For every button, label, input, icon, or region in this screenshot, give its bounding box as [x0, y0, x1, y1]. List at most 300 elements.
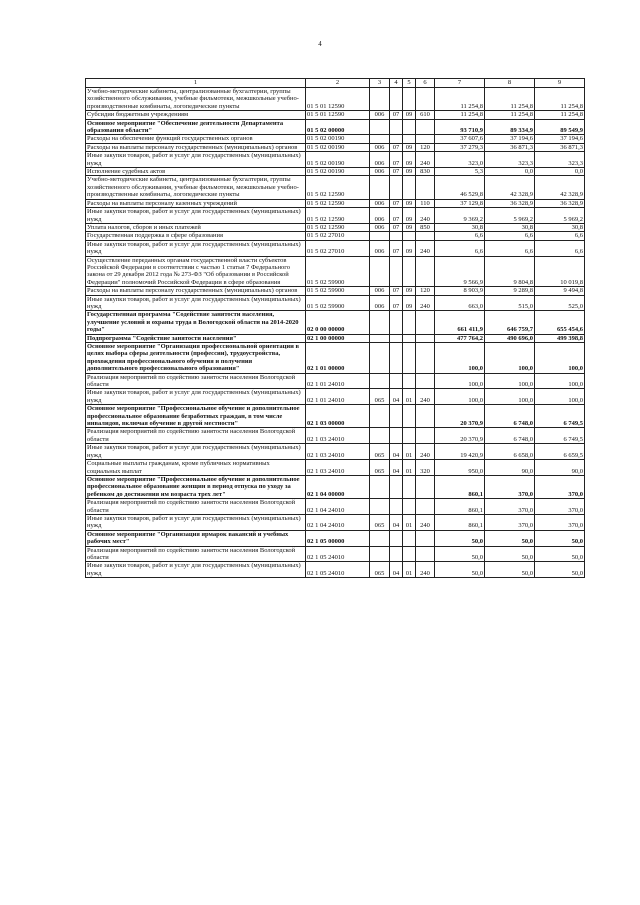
section-cell: 04 [390, 514, 403, 530]
amount-year3-cell: 50,0 [535, 530, 585, 546]
amount-year1-cell: 5,3 [435, 168, 485, 176]
row-name-cell: Расходы на выплаты персоналу государственных (муниципальных) органов [86, 287, 306, 295]
amount-year3-cell: 100,0 [535, 373, 585, 389]
header-cell: 6 [416, 79, 435, 88]
target-code-cell: 01 5 02 59900 [306, 295, 370, 311]
table-row [86, 143, 585, 151]
target-code-cell: 01 5 01 12590 [306, 111, 370, 119]
amount-year1-cell: 950,0 [435, 460, 485, 476]
row-name-cell: Иные закупки товаров, работ и услуг для государственных (муниципальных) нужд [86, 562, 306, 578]
amount-year3-cell: 50,0 [535, 562, 585, 578]
expense-type-cell: 120 [416, 287, 435, 295]
amount-year2-cell: 370,0 [485, 514, 535, 530]
row-name-cell: Подпрограмма "Содействие занятости населения" [86, 334, 306, 342]
expense-type-cell: 320 [416, 460, 435, 476]
row-name-cell: Субсидии бюджетным учреждениям [86, 111, 306, 119]
subsection-cell: 09 [403, 199, 416, 207]
section-cell [390, 343, 403, 374]
expense-type-cell: 240 [416, 514, 435, 530]
subsection-cell [403, 499, 416, 515]
expense-type-cell [416, 475, 435, 498]
subsection-cell: 09 [403, 295, 416, 311]
ministry-code-cell [370, 334, 390, 342]
amount-year2-cell: 370,0 [485, 475, 535, 498]
expense-type-cell: 240 [416, 389, 435, 405]
section-cell: 07 [390, 199, 403, 207]
subsection-cell [403, 546, 416, 562]
amount-year3-cell: 42 328,9 [535, 176, 585, 199]
section-cell [390, 499, 403, 515]
amount-year1-cell: 37 129,8 [435, 199, 485, 207]
target-code-cell: 02 1 04 24010 [306, 514, 370, 530]
amount-year3-cell: 11 254,8 [535, 88, 585, 111]
section-cell [390, 119, 403, 135]
page-number: 4 [318, 40, 322, 48]
ministry-code-cell [370, 311, 390, 334]
section-cell [390, 88, 403, 111]
section-cell: 07 [390, 111, 403, 119]
ministry-code-cell [370, 232, 390, 240]
amount-year2-cell: 36 871,3 [485, 143, 535, 151]
row-name-cell: Основное мероприятие "Организация профессиональной ориентации в целях выбора сферы деятельности (профессии), трудоустройства, прохождения профессионального обучения и получения дополнительного профессионального образования" [86, 343, 306, 374]
subsection-cell [403, 530, 416, 546]
expense-type-cell [416, 343, 435, 374]
amount-year3-cell: 6,6 [535, 240, 585, 256]
ministry-code-cell: 006 [370, 168, 390, 176]
row-name-cell: Иные закупки товаров, работ и услуг для государственных (муниципальных) нужд [86, 152, 306, 168]
amount-year1-cell: 663,0 [435, 295, 485, 311]
header-cell: 3 [370, 79, 390, 88]
expense-type-cell [416, 373, 435, 389]
expense-type-cell [416, 546, 435, 562]
ministry-code-cell: 006 [370, 152, 390, 168]
amount-year1-cell: 46 529,8 [435, 176, 485, 199]
amount-year2-cell: 50,0 [485, 530, 535, 546]
table-row [86, 287, 585, 295]
section-cell [390, 530, 403, 546]
amount-year1-cell: 30,8 [435, 223, 485, 231]
table-row [86, 499, 585, 515]
amount-year2-cell: 50,0 [485, 562, 535, 578]
section-cell: 07 [390, 240, 403, 256]
amount-year3-cell: 10 019,8 [535, 256, 585, 287]
expense-type-cell [416, 334, 435, 342]
table-row [86, 152, 585, 168]
expense-type-cell: 850 [416, 223, 435, 231]
amount-year1-cell: 860,1 [435, 475, 485, 498]
amount-year2-cell: 37 194,6 [485, 135, 535, 143]
amount-year2-cell: 90,0 [485, 460, 535, 476]
ministry-code-cell: 065 [370, 460, 390, 476]
amount-year1-cell: 50,0 [435, 546, 485, 562]
ministry-code-cell: 065 [370, 562, 390, 578]
subsection-cell: 09 [403, 223, 416, 231]
subsection-cell [403, 176, 416, 199]
row-name-cell: Иные закупки товаров, работ и услуг для государственных (муниципальных) нужд [86, 444, 306, 460]
expense-type-cell [416, 405, 435, 428]
ministry-code-cell [370, 88, 390, 111]
subsection-cell [403, 343, 416, 374]
amount-year2-cell: 36 328,9 [485, 199, 535, 207]
amount-year2-cell: 11 254,8 [485, 88, 535, 111]
amount-year1-cell: 50,0 [435, 530, 485, 546]
amount-year3-cell: 6 749,5 [535, 405, 585, 428]
expense-type-cell [416, 530, 435, 546]
table-row [86, 334, 585, 342]
amount-year3-cell: 6 749,5 [535, 428, 585, 444]
section-cell [390, 373, 403, 389]
amount-year1-cell: 20 370,9 [435, 405, 485, 428]
table-row [86, 389, 585, 405]
section-cell: 07 [390, 152, 403, 168]
table-row [86, 208, 585, 224]
section-cell: 07 [390, 168, 403, 176]
ministry-code-cell [370, 176, 390, 199]
row-name-cell: Осуществление переданных органам государственной власти субъектов Российской Федерации в соответствии с частью 1 статьи 7 Федерального закона от 29 декабря 2012 года № 273-ФЗ "Об образовании в Российской Федерации" полномочий Российской Федерации в сфере образования [86, 256, 306, 287]
target-code-cell: 02 1 04 24010 [306, 499, 370, 515]
amount-year3-cell: 36 871,3 [535, 143, 585, 151]
row-name-cell: Исполнение судебных актов [86, 168, 306, 176]
amount-year2-cell: 6 658,0 [485, 444, 535, 460]
row-name-cell: Учебно-методические кабинеты, централизованные бухгалтерии, группы хозяйственного обслуживания, учебные фильмотеки, межшкольные учебно-производственные комбинаты, логопедические пункты [86, 88, 306, 111]
amount-year2-cell: 9 289,8 [485, 287, 535, 295]
subsection-cell [403, 475, 416, 498]
row-name-cell: Реализация мероприятий по содействию занятости населения Вологодской области [86, 428, 306, 444]
subsection-cell [403, 88, 416, 111]
amount-year3-cell: 11 254,8 [535, 111, 585, 119]
section-cell: 04 [390, 389, 403, 405]
amount-year1-cell: 6,6 [435, 240, 485, 256]
header-cell: 8 [485, 79, 535, 88]
table-row [86, 460, 585, 476]
ministry-code-cell: 006 [370, 223, 390, 231]
amount-year2-cell: 89 334,9 [485, 119, 535, 135]
table-row [86, 256, 585, 287]
ministry-code-cell [370, 373, 390, 389]
ministry-code-cell: 065 [370, 444, 390, 460]
expense-type-cell [416, 232, 435, 240]
target-code-cell: 01 5 02 00000 [306, 119, 370, 135]
table-row [86, 405, 585, 428]
header-cell: 5 [403, 79, 416, 88]
row-name-cell: Иные закупки товаров, работ и услуг для государственных (муниципальных) нужд [86, 389, 306, 405]
amount-year3-cell: 9 494,8 [535, 287, 585, 295]
row-name-cell: Иные закупки товаров, работ и услуг для государственных (муниципальных) нужд [86, 208, 306, 224]
budget-table [85, 78, 585, 578]
amount-year2-cell: 6 748,0 [485, 405, 535, 428]
subsection-cell: 01 [403, 389, 416, 405]
ministry-code-cell: 006 [370, 111, 390, 119]
subsection-cell [403, 256, 416, 287]
row-name-cell: Расходы на обеспечение функций государственных органов [86, 135, 306, 143]
ministry-code-cell: 065 [370, 514, 390, 530]
subsection-cell: 01 [403, 562, 416, 578]
section-cell [390, 475, 403, 498]
target-code-cell: 01 5 02 00190 [306, 152, 370, 168]
amount-year3-cell: 89 549,9 [535, 119, 585, 135]
amount-year1-cell: 11 254,8 [435, 111, 485, 119]
table-row [86, 88, 585, 111]
amount-year2-cell: 30,8 [485, 223, 535, 231]
row-name-cell: Основное мероприятие "Профессиональное обучение и дополнительное профессиональное образование женщин в период отпуска по уходу за ребенком до достижения им возраста трех лет" [86, 475, 306, 498]
subsection-cell: 09 [403, 287, 416, 295]
section-cell: 07 [390, 208, 403, 224]
target-code-cell: 02 1 01 24010 [306, 373, 370, 389]
table-row [86, 240, 585, 256]
amount-year3-cell: 370,0 [535, 475, 585, 498]
subsection-cell [403, 135, 416, 143]
ministry-code-cell [370, 546, 390, 562]
section-cell [390, 334, 403, 342]
section-cell [390, 176, 403, 199]
target-code-cell: 01 5 02 12590 [306, 208, 370, 224]
section-cell: 07 [390, 287, 403, 295]
target-code-cell: 02 1 01 00000 [306, 343, 370, 374]
amount-year3-cell: 370,0 [535, 499, 585, 515]
amount-year1-cell: 11 254,8 [435, 88, 485, 111]
expense-type-cell: 110 [416, 199, 435, 207]
subsection-cell [403, 405, 416, 428]
ministry-code-cell [370, 256, 390, 287]
amount-year3-cell: 100,0 [535, 389, 585, 405]
amount-year3-cell: 499 398,8 [535, 334, 585, 342]
ministry-code-cell [370, 428, 390, 444]
amount-year2-cell: 515,0 [485, 295, 535, 311]
ministry-code-cell: 006 [370, 143, 390, 151]
header-cell: 1 [86, 79, 306, 88]
ministry-code-cell: 065 [370, 389, 390, 405]
ministry-code-cell [370, 530, 390, 546]
subsection-cell [403, 232, 416, 240]
subsection-cell [403, 311, 416, 334]
amount-year3-cell: 525,0 [535, 295, 585, 311]
expense-type-cell: 240 [416, 208, 435, 224]
ministry-code-cell [370, 119, 390, 135]
expense-type-cell [416, 135, 435, 143]
subsection-cell: 01 [403, 514, 416, 530]
amount-year2-cell: 50,0 [485, 546, 535, 562]
table-row [86, 176, 585, 199]
table-row [86, 232, 585, 240]
amount-year2-cell: 100,0 [485, 389, 535, 405]
amount-year1-cell: 9 369,2 [435, 208, 485, 224]
expense-type-cell: 240 [416, 240, 435, 256]
expense-type-cell: 240 [416, 444, 435, 460]
table-row [86, 295, 585, 311]
amount-year1-cell: 661 411,9 [435, 311, 485, 334]
amount-year1-cell: 93 710,9 [435, 119, 485, 135]
ministry-code-cell: 006 [370, 240, 390, 256]
header-row [86, 79, 585, 88]
ministry-code-cell [370, 405, 390, 428]
subsection-cell: 09 [403, 240, 416, 256]
amount-year2-cell: 646 759,7 [485, 311, 535, 334]
amount-year3-cell: 323,3 [535, 152, 585, 168]
amount-year1-cell: 20 370,9 [435, 428, 485, 444]
target-code-cell: 01 5 02 00190 [306, 143, 370, 151]
row-name-cell: Государственная поддержка в сфере образования [86, 232, 306, 240]
row-name-cell: Основное мероприятие "Профессиональное обучение и дополнительное профессиональное образование безработных граждан, в том числе инвалидов, включая обучение в другой местности" [86, 405, 306, 428]
row-name-cell: Иные закупки товаров, работ и услуг для государственных (муниципальных) нужд [86, 295, 306, 311]
amount-year2-cell: 100,0 [485, 373, 535, 389]
expense-type-cell: 240 [416, 152, 435, 168]
table-row [86, 168, 585, 176]
target-code-cell: 01 5 02 12590 [306, 223, 370, 231]
amount-year1-cell: 50,0 [435, 562, 485, 578]
amount-year1-cell: 860,1 [435, 499, 485, 515]
section-cell: 04 [390, 562, 403, 578]
amount-year1-cell: 37 607,6 [435, 135, 485, 143]
amount-year3-cell: 0,0 [535, 168, 585, 176]
row-name-cell: Иные закупки товаров, работ и услуг для государственных (муниципальных) нужд [86, 240, 306, 256]
row-name-cell: Иные закупки товаров, работ и услуг для государственных (муниципальных) нужд [86, 514, 306, 530]
amount-year1-cell: 323,0 [435, 152, 485, 168]
table-row [86, 119, 585, 135]
amount-year1-cell: 477 764,2 [435, 334, 485, 342]
table-row [86, 562, 585, 578]
amount-year3-cell: 90,0 [535, 460, 585, 476]
table-row [86, 546, 585, 562]
target-code-cell: 01 5 02 00190 [306, 135, 370, 143]
amount-year3-cell: 30,8 [535, 223, 585, 231]
amount-year1-cell: 100,0 [435, 373, 485, 389]
target-code-cell: 02 1 01 24010 [306, 389, 370, 405]
target-code-cell: 01 5 01 12590 [306, 88, 370, 111]
section-cell [390, 546, 403, 562]
expense-type-cell: 120 [416, 143, 435, 151]
amount-year2-cell: 6,6 [485, 232, 535, 240]
ministry-code-cell [370, 135, 390, 143]
section-cell [390, 135, 403, 143]
header-cell: 4 [390, 79, 403, 88]
amount-year3-cell: 100,0 [535, 343, 585, 374]
row-name-cell: Расходы на выплаты персоналу государственных (муниципальных) органов [86, 143, 306, 151]
row-name-cell: Уплата налогов, сборов и иных платежей [86, 223, 306, 231]
section-cell: 07 [390, 295, 403, 311]
amount-year1-cell: 9 566,9 [435, 256, 485, 287]
target-code-cell: 01 5 02 12590 [306, 199, 370, 207]
expense-type-cell [416, 256, 435, 287]
amount-year2-cell: 323,3 [485, 152, 535, 168]
amount-year3-cell: 6 659,5 [535, 444, 585, 460]
subsection-cell [403, 119, 416, 135]
target-code-cell: 01 5 02 27010 [306, 240, 370, 256]
ministry-code-cell: 006 [370, 208, 390, 224]
expense-type-cell [416, 311, 435, 334]
amount-year2-cell: 490 696,0 [485, 334, 535, 342]
row-name-cell: Реализация мероприятий по содействию занятости населения Вологодской области [86, 546, 306, 562]
section-cell [390, 405, 403, 428]
target-code-cell: 01 5 02 12590 [306, 176, 370, 199]
target-code-cell: 02 1 05 24010 [306, 546, 370, 562]
amount-year2-cell: 11 254,8 [485, 111, 535, 119]
amount-year1-cell: 6,6 [435, 232, 485, 240]
table-row [86, 343, 585, 374]
table-row [86, 373, 585, 389]
subsection-cell: 09 [403, 111, 416, 119]
subsection-cell: 01 [403, 444, 416, 460]
expense-type-cell [416, 176, 435, 199]
ministry-code-cell [370, 343, 390, 374]
table-row [86, 111, 585, 119]
expense-type-cell [416, 119, 435, 135]
amount-year2-cell: 6 748,0 [485, 428, 535, 444]
amount-year2-cell: 5 969,2 [485, 208, 535, 224]
row-name-cell: Расходы на выплаты персоналу казенных учреждений [86, 199, 306, 207]
amount-year2-cell: 370,0 [485, 499, 535, 515]
expense-type-cell [416, 499, 435, 515]
target-code-cell: 02 1 04 00000 [306, 475, 370, 498]
target-code-cell: 01 5 02 00190 [306, 168, 370, 176]
amount-year3-cell: 36 328,9 [535, 199, 585, 207]
amount-year1-cell: 100,0 [435, 389, 485, 405]
amount-year2-cell: 9 804,8 [485, 256, 535, 287]
table-row [86, 475, 585, 498]
amount-year1-cell: 100,0 [435, 343, 485, 374]
target-code-cell: 02 1 03 00000 [306, 405, 370, 428]
target-code-cell: 02 1 03 24010 [306, 444, 370, 460]
amount-year3-cell: 37 194,6 [535, 135, 585, 143]
header-cell: 9 [535, 79, 585, 88]
section-cell [390, 232, 403, 240]
subsection-cell [403, 373, 416, 389]
header-cell: 2 [306, 79, 370, 88]
amount-year2-cell: 0,0 [485, 168, 535, 176]
target-code-cell: 02 1 03 24010 [306, 460, 370, 476]
table-row [86, 444, 585, 460]
section-cell: 04 [390, 444, 403, 460]
table-row [86, 311, 585, 334]
amount-year1-cell: 19 420,9 [435, 444, 485, 460]
table-row [86, 135, 585, 143]
expense-type-cell: 610 [416, 111, 435, 119]
amount-year3-cell: 370,0 [535, 514, 585, 530]
target-code-cell: 02 1 03 24010 [306, 428, 370, 444]
ministry-code-cell [370, 475, 390, 498]
subsection-cell: 09 [403, 168, 416, 176]
row-name-cell: Основное мероприятие "Обеспечение деятельности Департамента образования области" [86, 119, 306, 135]
table-row [86, 199, 585, 207]
amount-year3-cell: 50,0 [535, 546, 585, 562]
section-cell: 07 [390, 143, 403, 151]
subsection-cell: 01 [403, 460, 416, 476]
amount-year1-cell: 8 903,9 [435, 287, 485, 295]
amount-year2-cell: 6,6 [485, 240, 535, 256]
row-name-cell: Государственная программа "Содействие занятости населения, улучшение условий и охраны труда в Вологодской области на 2014-2020 годы" [86, 311, 306, 334]
row-name-cell: Реализация мероприятий по содействию занятости населения Вологодской области [86, 499, 306, 515]
amount-year3-cell: 655 454,6 [535, 311, 585, 334]
amount-year3-cell: 6,6 [535, 232, 585, 240]
expense-type-cell: 240 [416, 562, 435, 578]
subsection-cell [403, 334, 416, 342]
target-code-cell: 01 5 02 59900 [306, 287, 370, 295]
section-cell [390, 428, 403, 444]
amount-year3-cell: 5 969,2 [535, 208, 585, 224]
subsection-cell: 09 [403, 208, 416, 224]
amount-year1-cell: 37 279,3 [435, 143, 485, 151]
expense-type-cell [416, 88, 435, 111]
subsection-cell: 09 [403, 152, 416, 168]
table-row [86, 530, 585, 546]
subsection-cell [403, 428, 416, 444]
target-code-cell: 02 1 05 00000 [306, 530, 370, 546]
ministry-code-cell [370, 499, 390, 515]
header-cell: 7 [435, 79, 485, 88]
ministry-code-cell: 006 [370, 199, 390, 207]
table-row [86, 514, 585, 530]
target-code-cell: 01 5 02 59900 [306, 256, 370, 287]
section-cell [390, 256, 403, 287]
